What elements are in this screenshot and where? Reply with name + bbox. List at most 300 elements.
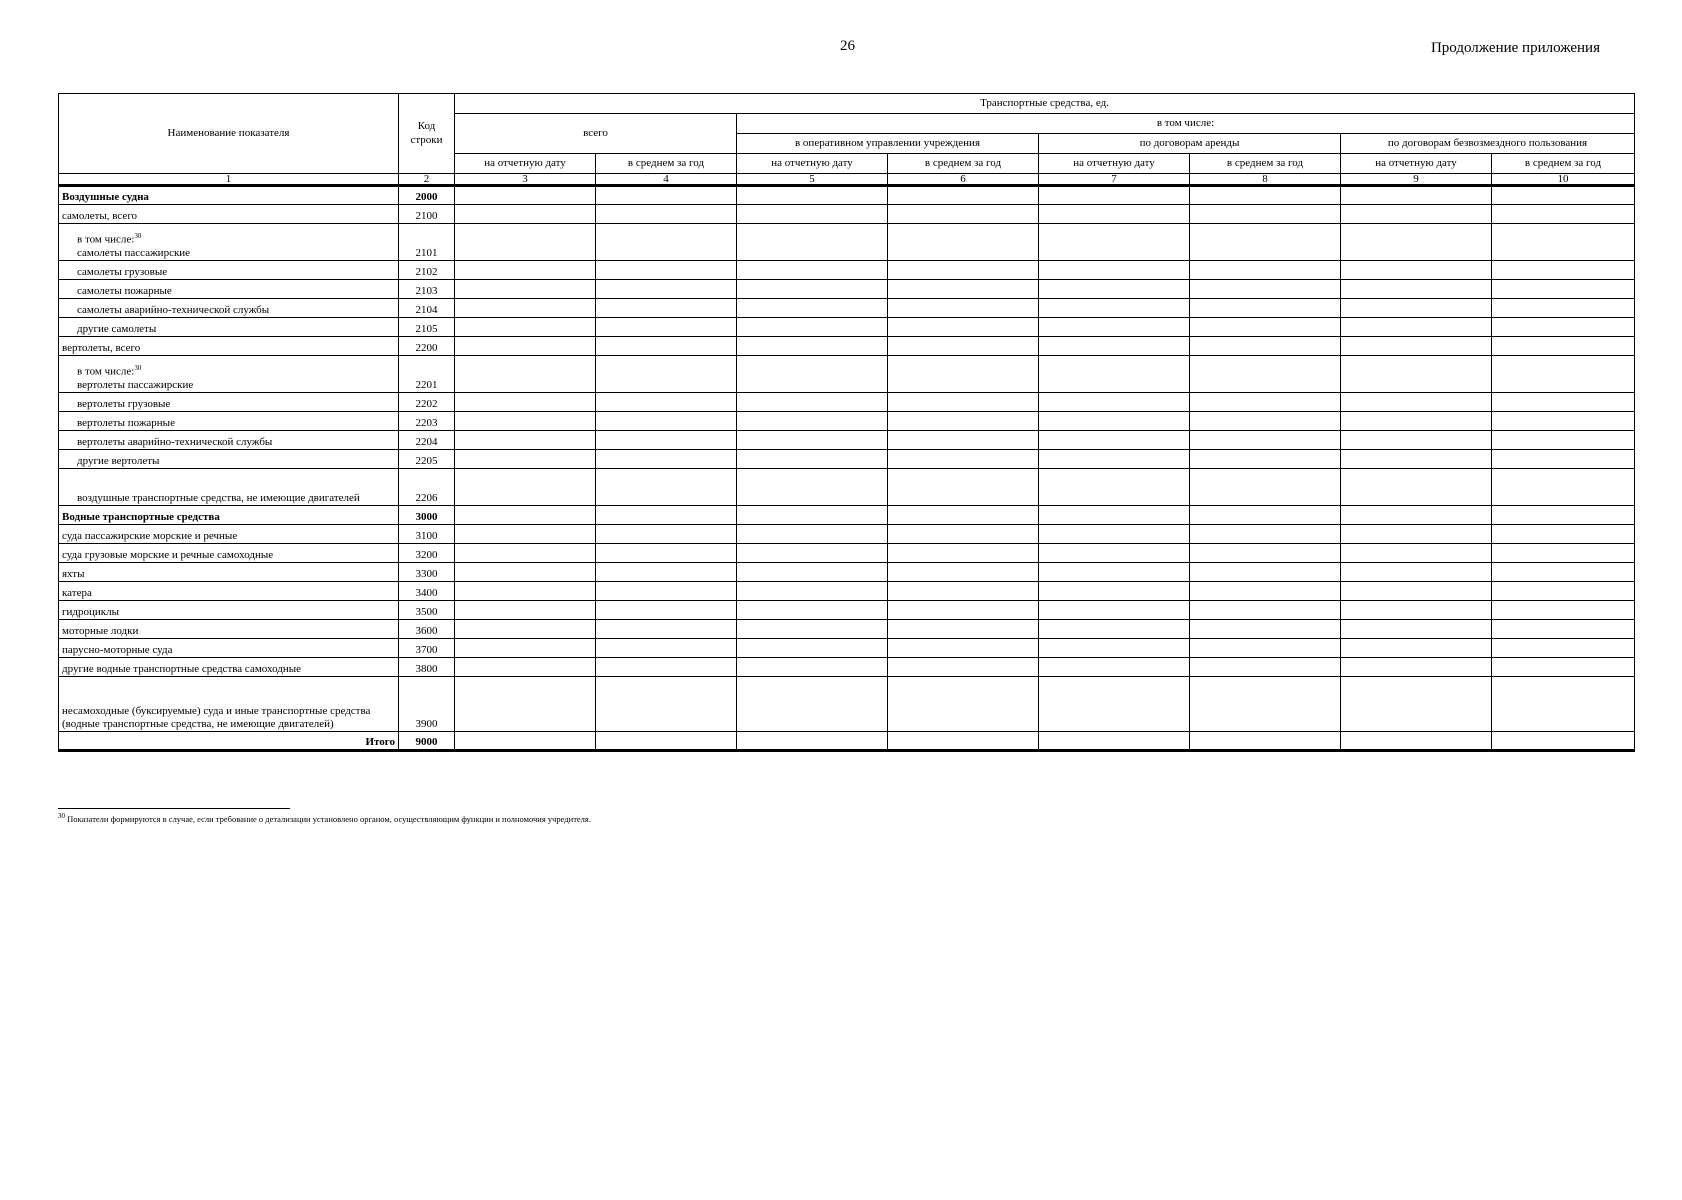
value-cell[interactable] <box>596 393 737 412</box>
column-number: 6 <box>888 174 1039 186</box>
value-cell[interactable] <box>1190 525 1341 544</box>
value-cell[interactable] <box>737 732 888 751</box>
column-number: 5 <box>737 174 888 186</box>
row-code: 2205 <box>399 450 455 469</box>
value-cell[interactable] <box>1492 582 1635 601</box>
value-cell[interactable] <box>1341 356 1492 393</box>
value-cell[interactable] <box>455 525 596 544</box>
page-number: 26 <box>840 38 855 54</box>
value-cell[interactable] <box>1341 732 1492 751</box>
value-cell[interactable] <box>1492 620 1635 639</box>
value-cell[interactable] <box>1039 506 1190 525</box>
row-name: вертолеты аварийно-технической службы <box>59 431 399 450</box>
value-cell[interactable] <box>1492 601 1635 620</box>
value-cell[interactable] <box>1039 224 1190 261</box>
row-code: 2203 <box>399 412 455 431</box>
value-cell[interactable] <box>737 469 888 506</box>
row-name: вертолеты пожарные <box>59 412 399 431</box>
value-cell[interactable] <box>1341 563 1492 582</box>
value-cell[interactable] <box>1341 677 1492 732</box>
value-cell[interactable] <box>455 356 596 393</box>
value-cell[interactable] <box>888 525 1039 544</box>
value-cell[interactable] <box>1190 356 1341 393</box>
value-cell[interactable] <box>1492 205 1635 224</box>
value-cell[interactable] <box>888 732 1039 751</box>
row-name: Водные транспортные средства <box>59 506 399 525</box>
table-row <box>59 450 1635 469</box>
value-cell[interactable] <box>1190 299 1341 318</box>
value-cell[interactable] <box>737 506 888 525</box>
row-name: самолеты аварийно-технической службы <box>59 299 399 318</box>
value-cell[interactable] <box>737 205 888 224</box>
value-cell[interactable] <box>455 299 596 318</box>
table-row <box>59 431 1635 450</box>
value-cell[interactable] <box>596 732 737 751</box>
row-name: самолеты грузовые <box>59 261 399 280</box>
value-cell[interactable] <box>1190 261 1341 280</box>
value-cell[interactable] <box>1039 677 1190 732</box>
value-cell[interactable] <box>1341 525 1492 544</box>
value-cell[interactable] <box>1039 563 1190 582</box>
value-cell[interactable] <box>888 205 1039 224</box>
value-cell[interactable] <box>596 337 737 356</box>
value-cell[interactable] <box>455 261 596 280</box>
row-name: в том числе:$^{30}$ самолеты пассажирские <box>59 224 399 261</box>
value-cell[interactable] <box>1039 356 1190 393</box>
row-name: другие вертолеты <box>59 450 399 469</box>
header-at-date: на отчетную дату <box>737 154 888 174</box>
row-code: 3000 <box>399 506 455 525</box>
table-row <box>59 299 1635 318</box>
value-cell[interactable] <box>596 318 737 337</box>
value-cell[interactable] <box>455 431 596 450</box>
value-cell[interactable] <box>1492 677 1635 732</box>
row-code: 2000 <box>399 186 455 205</box>
table-row <box>59 186 1635 205</box>
value-cell[interactable] <box>888 412 1039 431</box>
value-cell[interactable] <box>1492 337 1635 356</box>
value-cell[interactable] <box>737 337 888 356</box>
value-cell[interactable] <box>737 450 888 469</box>
row-code: 3100 <box>399 525 455 544</box>
row-name: воздушные транспортные средства, не имеющие двигателей <box>59 469 399 506</box>
row-code: 2105 <box>399 318 455 337</box>
row-code: 3200 <box>399 544 455 563</box>
value-cell[interactable] <box>455 582 596 601</box>
value-cell[interactable] <box>1039 337 1190 356</box>
value-cell[interactable] <box>1039 205 1190 224</box>
header-lease: по договорам аренды <box>1039 134 1341 154</box>
value-cell[interactable] <box>1341 506 1492 525</box>
value-cell[interactable] <box>1492 639 1635 658</box>
table-row <box>59 544 1635 563</box>
row-code: 3600 <box>399 620 455 639</box>
column-number: 8 <box>1190 174 1341 186</box>
transport-table <box>58 93 1635 752</box>
value-cell[interactable] <box>737 620 888 639</box>
value-cell[interactable] <box>1039 261 1190 280</box>
header-operative: в оперативном управлении учреждения <box>737 134 1039 154</box>
header-at-date: на отчетную дату <box>1039 154 1190 174</box>
row-code: 2103 <box>399 280 455 299</box>
value-cell[interactable] <box>1039 450 1190 469</box>
value-cell[interactable] <box>1492 299 1635 318</box>
value-cell[interactable] <box>1341 205 1492 224</box>
value-cell[interactable] <box>455 658 596 677</box>
value-cell[interactable] <box>1039 393 1190 412</box>
value-cell[interactable] <box>455 732 596 751</box>
value-cell[interactable] <box>888 261 1039 280</box>
value-cell[interactable] <box>455 601 596 620</box>
value-cell[interactable] <box>1341 658 1492 677</box>
value-cell[interactable] <box>596 563 737 582</box>
value-cell[interactable] <box>1492 261 1635 280</box>
value-cell[interactable] <box>888 582 1039 601</box>
value-cell[interactable] <box>1039 732 1190 751</box>
row-code: 3900 <box>399 677 455 732</box>
table-row <box>59 582 1635 601</box>
value-cell[interactable] <box>888 224 1039 261</box>
value-cell[interactable] <box>596 280 737 299</box>
value-cell[interactable] <box>1341 261 1492 280</box>
value-cell[interactable] <box>596 506 737 525</box>
value-cell[interactable] <box>888 601 1039 620</box>
value-cell[interactable] <box>455 563 596 582</box>
row-name: самолеты, всего <box>59 205 399 224</box>
table-row <box>59 356 1635 393</box>
header-group-title: Транспортные средства, ед. <box>455 94 1635 114</box>
column-number: 4 <box>596 174 737 186</box>
continuation-label: Продолжение приложения <box>1430 40 1600 56</box>
value-cell[interactable] <box>1492 563 1635 582</box>
value-cell[interactable] <box>888 544 1039 563</box>
value-cell[interactable] <box>737 412 888 431</box>
value-cell[interactable] <box>1492 658 1635 677</box>
row-name: самолеты пожарные <box>59 280 399 299</box>
footnote-text: Показатели формируются в случае, если требование о детализации установлено органом, осуществляющим функции и полномочия учредителя. <box>67 813 591 824</box>
table-row <box>59 506 1635 525</box>
value-cell[interactable] <box>737 224 888 261</box>
value-cell[interactable] <box>1492 186 1635 205</box>
footnote-ref: 30 <box>134 231 142 240</box>
value-cell[interactable] <box>1492 356 1635 393</box>
value-cell[interactable] <box>1039 658 1190 677</box>
value-cell[interactable] <box>888 318 1039 337</box>
row-name: яхты <box>59 563 399 582</box>
row-name: Воздушные судна <box>59 186 399 205</box>
column-number: 3 <box>455 174 596 186</box>
value-cell[interactable] <box>1341 431 1492 450</box>
header-code: Код строки <box>399 94 455 174</box>
value-cell[interactable] <box>1190 620 1341 639</box>
value-cell[interactable] <box>596 639 737 658</box>
value-cell[interactable] <box>888 620 1039 639</box>
row-code: 3700 <box>399 639 455 658</box>
value-cell[interactable] <box>1492 412 1635 431</box>
row-prefix: в том числе:$^{30}$ <box>77 231 142 246</box>
value-cell[interactable] <box>455 639 596 658</box>
value-cell[interactable] <box>1190 205 1341 224</box>
value-cell[interactable] <box>1190 393 1341 412</box>
value-cell[interactable] <box>888 469 1039 506</box>
row-code: 2104 <box>399 299 455 318</box>
value-cell[interactable] <box>737 525 888 544</box>
value-cell[interactable] <box>1039 620 1190 639</box>
value-cell[interactable] <box>1039 280 1190 299</box>
value-cell[interactable] <box>1039 186 1190 205</box>
value-cell[interactable] <box>1492 280 1635 299</box>
value-cell[interactable] <box>455 450 596 469</box>
value-cell[interactable] <box>1039 601 1190 620</box>
header-including: в том числе: <box>737 114 1635 134</box>
value-cell[interactable] <box>596 356 737 393</box>
column-number: 10 <box>1492 174 1635 186</box>
table-row <box>59 639 1635 658</box>
value-cell[interactable] <box>888 393 1039 412</box>
value-cell[interactable] <box>1039 544 1190 563</box>
value-cell[interactable] <box>737 393 888 412</box>
table-row <box>59 525 1635 544</box>
value-cell[interactable] <box>1341 280 1492 299</box>
value-cell[interactable] <box>455 280 596 299</box>
header-avg-year: в среднем за год <box>596 154 737 174</box>
table-row <box>59 205 1635 224</box>
value-cell[interactable] <box>1190 318 1341 337</box>
value-cell[interactable] <box>1039 525 1190 544</box>
value-cell[interactable] <box>596 469 737 506</box>
value-cell[interactable] <box>888 658 1039 677</box>
column-number: 9 <box>1341 174 1492 186</box>
row-name: суда грузовые морские и речные самоходные <box>59 544 399 563</box>
value-cell[interactable] <box>455 318 596 337</box>
row-code: 2206 <box>399 469 455 506</box>
row-code: 2102 <box>399 261 455 280</box>
value-cell[interactable] <box>1190 544 1341 563</box>
value-cell[interactable] <box>1341 450 1492 469</box>
value-cell[interactable] <box>888 677 1039 732</box>
table-row <box>59 658 1635 677</box>
value-cell[interactable] <box>1039 431 1190 450</box>
row-name: катера <box>59 582 399 601</box>
value-cell[interactable] <box>596 582 737 601</box>
value-cell[interactable] <box>1190 280 1341 299</box>
value-cell[interactable] <box>455 544 596 563</box>
value-cell[interactable] <box>1341 318 1492 337</box>
value-cell[interactable] <box>1190 658 1341 677</box>
value-cell[interactable] <box>737 582 888 601</box>
value-cell[interactable] <box>455 186 596 205</box>
footnote-mark: 30 <box>58 812 65 820</box>
header-avg-year: в среднем за год <box>1492 154 1635 174</box>
value-cell[interactable] <box>596 186 737 205</box>
value-cell[interactable] <box>596 658 737 677</box>
value-cell[interactable] <box>1341 582 1492 601</box>
value-cell[interactable] <box>596 412 737 431</box>
value-cell[interactable] <box>1341 412 1492 431</box>
value-cell[interactable] <box>888 506 1039 525</box>
table-row <box>59 601 1635 620</box>
value-cell[interactable] <box>596 450 737 469</box>
table-row <box>59 393 1635 412</box>
value-cell[interactable] <box>737 186 888 205</box>
value-cell[interactable] <box>455 469 596 506</box>
value-cell[interactable] <box>737 544 888 563</box>
row-code: 9000 <box>399 732 455 751</box>
value-cell[interactable] <box>596 544 737 563</box>
row-code: 2200 <box>399 337 455 356</box>
header-avg-year: в среднем за год <box>888 154 1039 174</box>
table-row <box>59 280 1635 299</box>
value-cell[interactable] <box>596 261 737 280</box>
value-cell[interactable] <box>1190 469 1341 506</box>
value-cell[interactable] <box>1341 620 1492 639</box>
value-cell[interactable] <box>1190 450 1341 469</box>
value-cell[interactable] <box>1190 677 1341 732</box>
row-name: другие самолеты <box>59 318 399 337</box>
value-cell[interactable] <box>455 677 596 732</box>
value-cell[interactable] <box>596 620 737 639</box>
value-cell[interactable] <box>1039 582 1190 601</box>
value-cell[interactable] <box>1492 393 1635 412</box>
value-cell[interactable] <box>1190 563 1341 582</box>
value-cell[interactable] <box>1341 186 1492 205</box>
footnote-ref: 30 <box>134 363 142 372</box>
row-code: 3300 <box>399 563 455 582</box>
value-cell[interactable] <box>596 677 737 732</box>
value-cell[interactable] <box>1039 639 1190 658</box>
value-cell[interactable] <box>1190 601 1341 620</box>
footnote <box>58 812 591 824</box>
row-name: суда пассажирские морские и речные <box>59 525 399 544</box>
row-name: моторные лодки <box>59 620 399 639</box>
value-cell[interactable] <box>455 224 596 261</box>
value-cell[interactable] <box>737 318 888 337</box>
row-name: другие водные транспортные средства самоходные <box>59 658 399 677</box>
value-cell[interactable] <box>888 450 1039 469</box>
header-name: Наименование показателя <box>59 94 399 174</box>
footnote-separator <box>58 808 290 809</box>
value-cell[interactable] <box>1341 299 1492 318</box>
row-code: 2101 <box>399 224 455 261</box>
value-cell[interactable] <box>1039 469 1190 506</box>
value-cell[interactable] <box>455 393 596 412</box>
row-code: 2204 <box>399 431 455 450</box>
value-cell[interactable] <box>1341 469 1492 506</box>
value-cell[interactable] <box>888 299 1039 318</box>
column-number: 7 <box>1039 174 1190 186</box>
value-cell[interactable] <box>1190 337 1341 356</box>
value-cell[interactable] <box>596 525 737 544</box>
value-cell[interactable] <box>1492 450 1635 469</box>
value-cell[interactable] <box>1039 412 1190 431</box>
row-code: 2201 <box>399 356 455 393</box>
row-prefix: в том числе:$^{30}$ <box>77 363 142 378</box>
value-cell[interactable] <box>455 337 596 356</box>
value-cell[interactable] <box>596 431 737 450</box>
value-cell[interactable] <box>1341 639 1492 658</box>
value-cell[interactable] <box>737 280 888 299</box>
value-cell[interactable] <box>1190 732 1341 751</box>
row-name: гидроциклы <box>59 601 399 620</box>
value-cell[interactable] <box>596 205 737 224</box>
value-cell[interactable] <box>737 299 888 318</box>
value-cell[interactable] <box>888 563 1039 582</box>
value-cell[interactable] <box>1190 224 1341 261</box>
value-cell[interactable] <box>888 431 1039 450</box>
value-cell[interactable] <box>1341 544 1492 563</box>
value-cell[interactable] <box>596 224 737 261</box>
value-cell[interactable] <box>888 356 1039 393</box>
value-cell[interactable] <box>737 601 888 620</box>
header-at-date: на отчетную дату <box>1341 154 1492 174</box>
value-cell[interactable] <box>1492 525 1635 544</box>
value-cell[interactable] <box>1190 582 1341 601</box>
table-row <box>59 337 1635 356</box>
column-number: 1 <box>59 174 399 186</box>
column-number: 2 <box>399 174 455 186</box>
value-cell[interactable] <box>1492 224 1635 261</box>
value-cell[interactable] <box>888 639 1039 658</box>
value-cell[interactable] <box>737 431 888 450</box>
value-cell[interactable] <box>1341 337 1492 356</box>
value-cell[interactable] <box>1190 506 1341 525</box>
table-row <box>59 412 1635 431</box>
value-cell[interactable] <box>888 280 1039 299</box>
value-cell[interactable] <box>1492 318 1635 337</box>
value-cell[interactable] <box>1190 639 1341 658</box>
header-avg-year: в среднем за год <box>1190 154 1341 174</box>
value-cell[interactable] <box>1190 412 1341 431</box>
value-cell[interactable] <box>1492 544 1635 563</box>
value-cell[interactable] <box>1341 393 1492 412</box>
value-cell[interactable] <box>737 261 888 280</box>
row-code: 2100 <box>399 205 455 224</box>
value-cell[interactable] <box>888 186 1039 205</box>
value-cell[interactable] <box>888 337 1039 356</box>
value-cell[interactable] <box>596 601 737 620</box>
value-cell[interactable] <box>737 356 888 393</box>
row-name: вертолеты, всего <box>59 337 399 356</box>
value-cell[interactable] <box>1190 186 1341 205</box>
value-cell[interactable] <box>1492 431 1635 450</box>
value-cell[interactable] <box>1341 601 1492 620</box>
value-cell[interactable] <box>1492 732 1635 751</box>
row-code: 3400 <box>399 582 455 601</box>
table-row <box>59 563 1635 582</box>
header-total: всего <box>455 114 737 154</box>
value-cell[interactable] <box>455 412 596 431</box>
table-row <box>59 224 1635 261</box>
value-cell[interactable] <box>455 506 596 525</box>
value-cell[interactable] <box>1039 318 1190 337</box>
value-cell[interactable] <box>455 620 596 639</box>
row-code: 2202 <box>399 393 455 412</box>
value-cell[interactable] <box>737 563 888 582</box>
table-row <box>59 677 1635 732</box>
value-cell[interactable] <box>1492 469 1635 506</box>
value-cell[interactable] <box>737 639 888 658</box>
value-cell[interactable] <box>737 677 888 732</box>
value-cell[interactable] <box>1190 431 1341 450</box>
value-cell[interactable] <box>1492 506 1635 525</box>
value-cell[interactable] <box>596 299 737 318</box>
table-row <box>59 732 1635 751</box>
value-cell[interactable] <box>455 205 596 224</box>
value-cell[interactable] <box>1341 224 1492 261</box>
value-cell[interactable] <box>1039 299 1190 318</box>
header-free-use: по договорам безвозмездного пользования <box>1341 134 1635 154</box>
value-cell[interactable] <box>737 658 888 677</box>
